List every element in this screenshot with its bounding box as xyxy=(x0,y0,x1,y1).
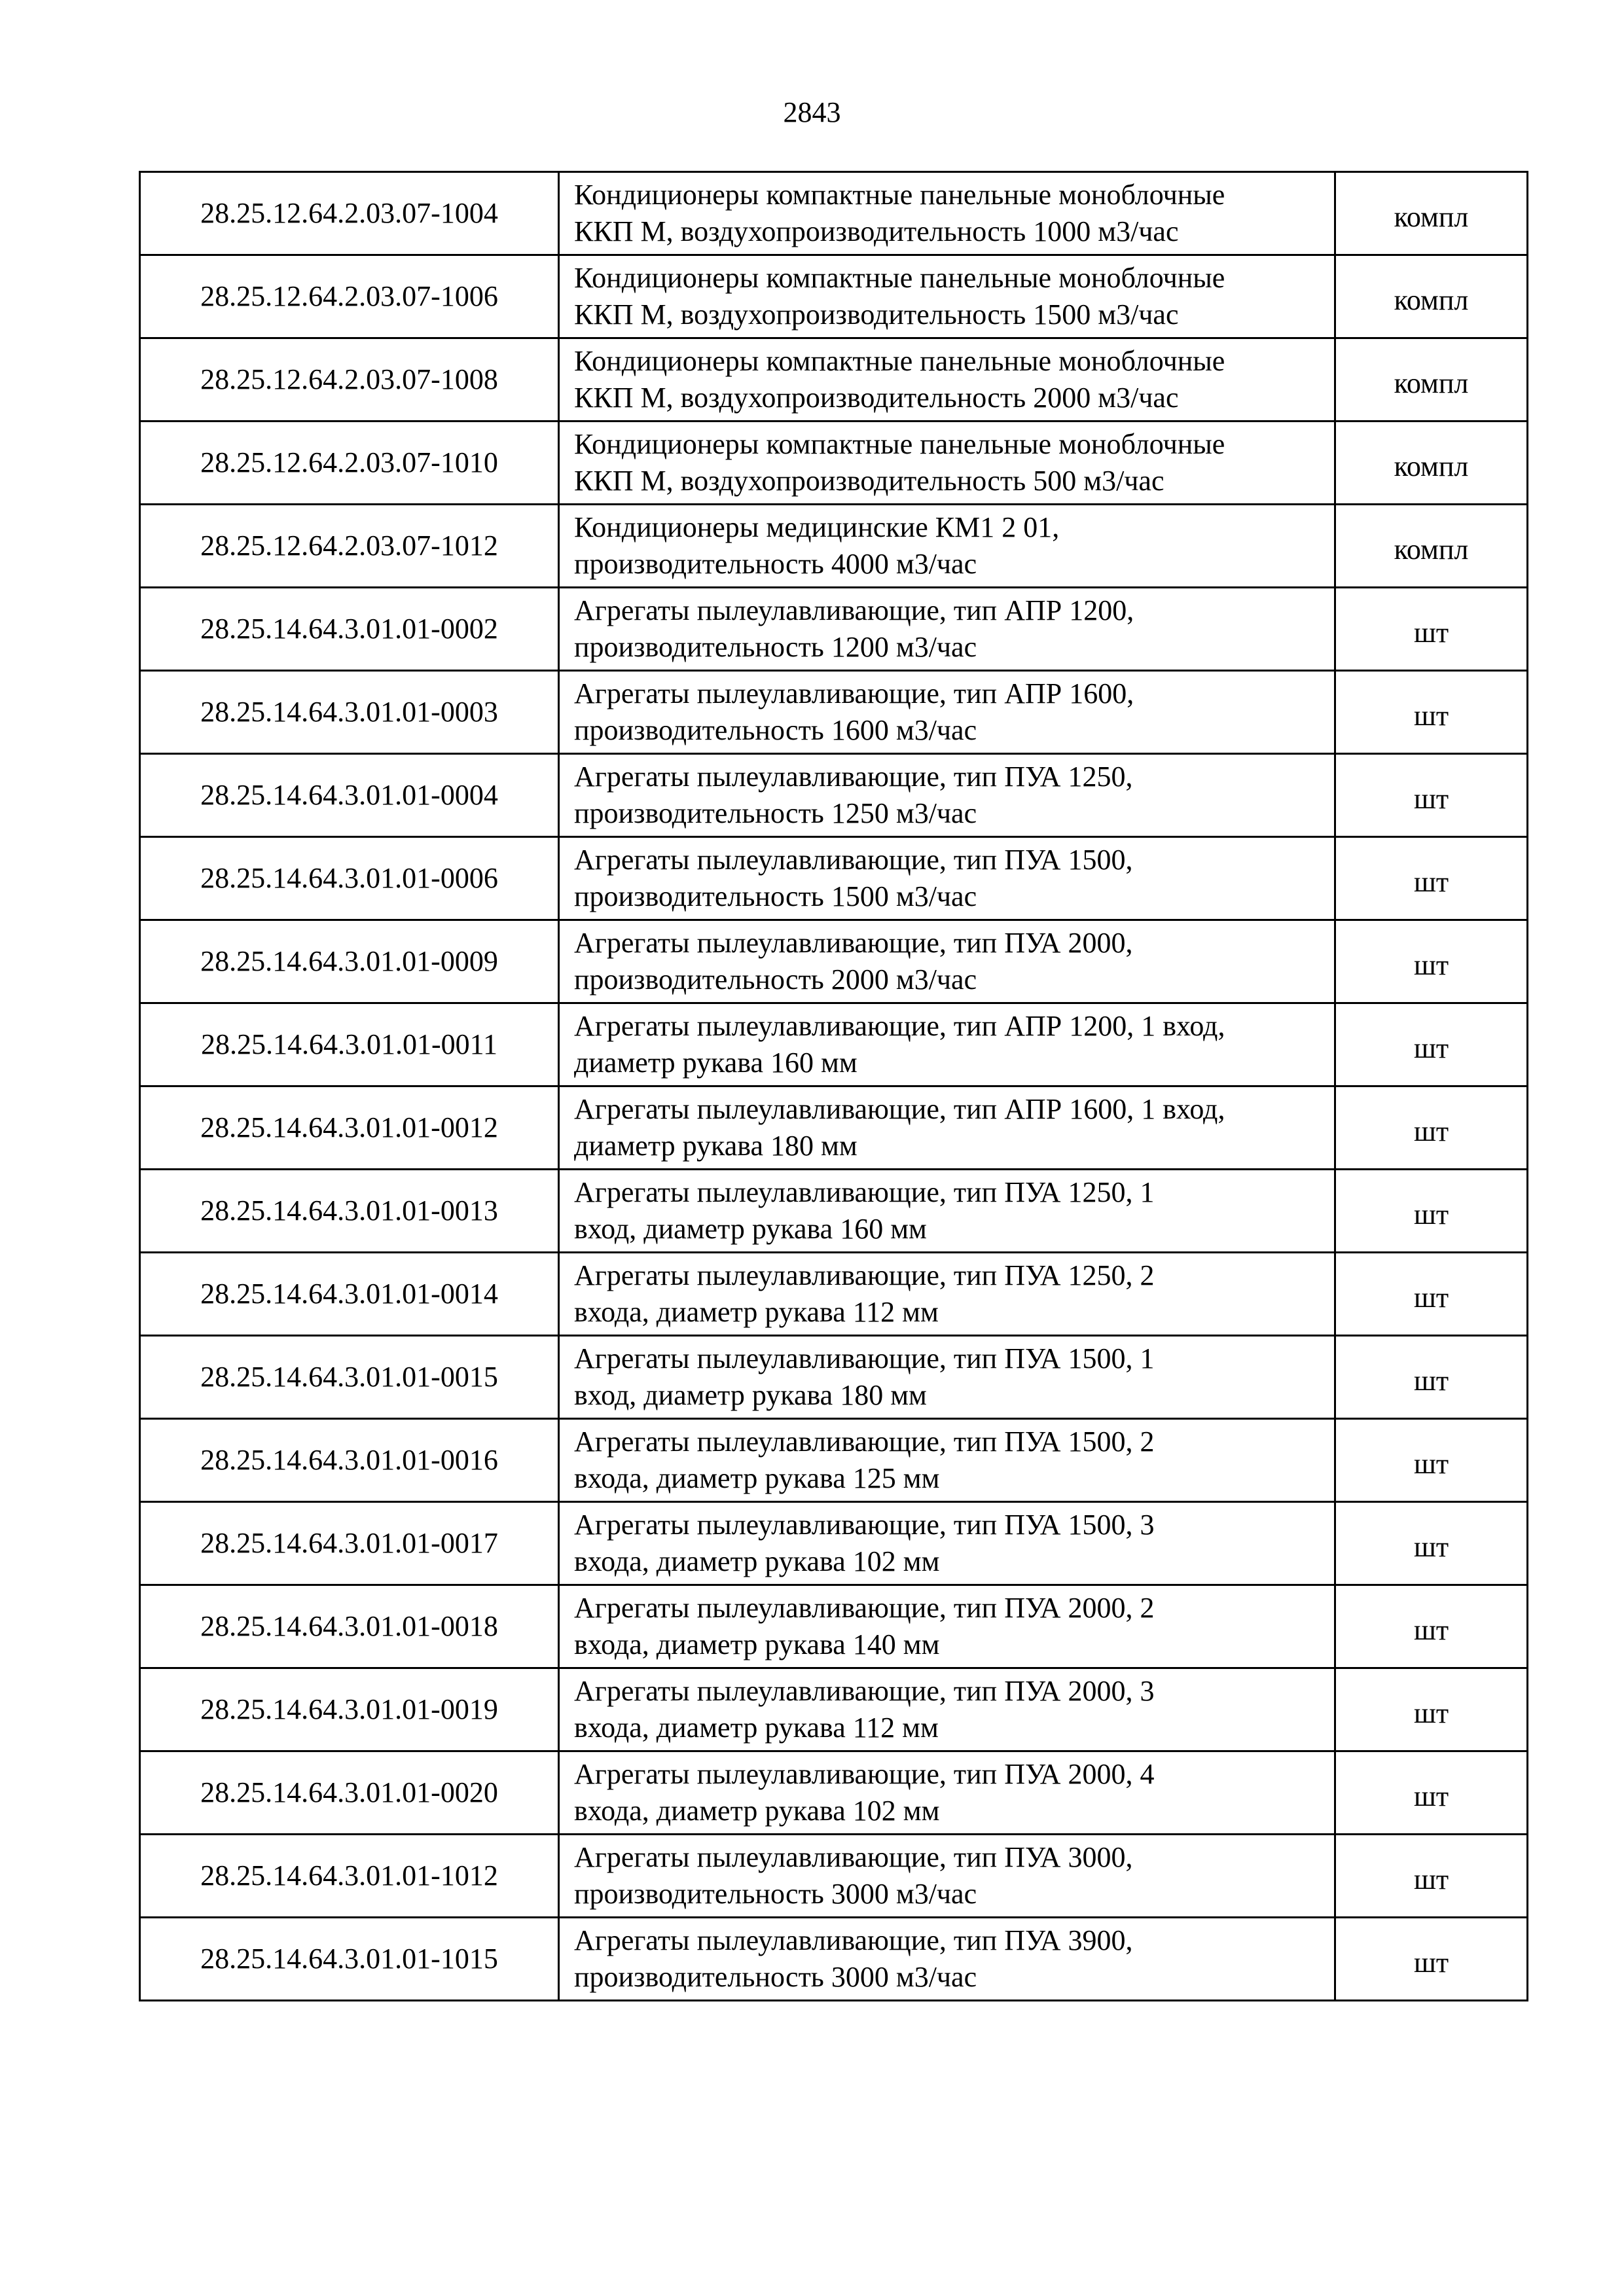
unit-cell: шт xyxy=(1335,1668,1528,1751)
resource-code-cell: 28.25.12.64.2.03.07-1010 xyxy=(140,422,559,505)
description-line: Кондиционеры компактные панельные моноблочные xyxy=(574,428,1225,460)
resource-code-cell: 28.25.14.64.3.01.01-0009 xyxy=(140,920,559,1003)
table-row xyxy=(140,1668,1528,1751)
unit-cell: шт xyxy=(1335,1086,1528,1170)
description-line: производительность 3000 м3/час xyxy=(574,1961,977,1993)
resource-description-cell xyxy=(559,1835,1335,1918)
resource-description-cell xyxy=(559,588,1335,671)
description-line: входа, диаметр рукава 140 мм xyxy=(574,1628,940,1660)
resource-code-cell: 28.25.14.64.3.01.01-0006 xyxy=(140,837,559,920)
resource-code-cell: 28.25.14.64.3.01.01-0014 xyxy=(140,1253,559,1336)
table-row xyxy=(140,1170,1528,1253)
table-row xyxy=(140,837,1528,920)
unit-cell: шт xyxy=(1335,920,1528,1003)
resource-description-cell xyxy=(559,422,1335,505)
unit-cell: шт xyxy=(1335,1170,1528,1253)
resource-description-cell xyxy=(559,1751,1335,1835)
unit-cell: шт xyxy=(1335,588,1528,671)
description-line: производительность 2000 м3/час xyxy=(574,963,977,996)
description-line: ККП М, воздухопроизводительность 500 м3/час xyxy=(574,465,1164,497)
description-line: входа, диаметр рукава 102 мм xyxy=(574,1795,940,1827)
description-line: производительность 1500 м3/час xyxy=(574,880,977,912)
unit-cell: шт xyxy=(1335,1336,1528,1419)
unit-cell: компл xyxy=(1335,255,1528,338)
resource-description-cell xyxy=(559,754,1335,837)
resource-code-cell: 28.25.14.64.3.01.01-0015 xyxy=(140,1336,559,1419)
unit-cell: шт xyxy=(1335,754,1528,837)
table-row xyxy=(140,505,1528,588)
description-line: диаметр рукава 180 мм xyxy=(574,1130,857,1162)
table-row xyxy=(140,588,1528,671)
table-row xyxy=(140,671,1528,754)
description-line: производительность 1200 м3/час xyxy=(574,631,977,663)
description-line: Агрегаты пылеулавливающие, тип ПУА 1250, 1 xyxy=(574,1176,1155,1208)
unit-cell: шт xyxy=(1335,1585,1528,1668)
resource-code-cell: 28.25.14.64.3.01.01-0013 xyxy=(140,1170,559,1253)
resource-table-body xyxy=(140,172,1528,2001)
unit-cell: шт xyxy=(1335,1419,1528,1502)
table-row xyxy=(140,255,1528,338)
description-line: производительность 1250 м3/час xyxy=(574,797,977,829)
unit-cell: шт xyxy=(1335,1918,1528,2001)
table-row xyxy=(140,1336,1528,1419)
unit-cell: шт xyxy=(1335,1253,1528,1336)
resource-description-cell xyxy=(559,1585,1335,1668)
table-row xyxy=(140,1585,1528,1668)
table-row xyxy=(140,920,1528,1003)
resource-description-cell xyxy=(559,1502,1335,1585)
description-line: Кондиционеры компактные панельные моноблочные xyxy=(574,179,1225,211)
table-row xyxy=(140,754,1528,837)
resource-description-cell xyxy=(559,1253,1335,1336)
description-line: Агрегаты пылеулавливающие, тип АПР 1200, xyxy=(574,594,1134,626)
resource-description-cell xyxy=(559,338,1335,422)
unit-cell: шт xyxy=(1335,1003,1528,1086)
description-line: производительность 1600 м3/час xyxy=(574,714,977,746)
unit-cell: компл xyxy=(1335,338,1528,422)
resource-code-cell: 28.25.12.64.2.03.07-1004 xyxy=(140,172,559,255)
table-row xyxy=(140,172,1528,255)
unit-cell: шт xyxy=(1335,1502,1528,1585)
resource-code-cell: 28.25.14.64.3.01.01-0019 xyxy=(140,1668,559,1751)
description-line: Кондиционеры медицинские КМ1 2 01, xyxy=(574,511,1060,543)
resource-description-cell xyxy=(559,1668,1335,1751)
description-line: Агрегаты пылеулавливающие, тип ПУА 1500, 3 xyxy=(574,1509,1155,1541)
description-line: Кондиционеры компактные панельные моноблочные xyxy=(574,345,1225,377)
resource-code-cell: 28.25.14.64.3.01.01-0020 xyxy=(140,1751,559,1835)
description-line: Агрегаты пылеулавливающие, тип АПР 1600, xyxy=(574,677,1134,709)
resource-description-cell xyxy=(559,1086,1335,1170)
unit-cell: шт xyxy=(1335,1751,1528,1835)
description-line: Агрегаты пылеулавливающие, тип ПУА 1250, xyxy=(574,761,1133,793)
resource-code-cell: 28.25.14.64.3.01.01-0002 xyxy=(140,588,559,671)
table-row xyxy=(140,338,1528,422)
description-line: ККП М, воздухопроизводительность 2000 м3/час xyxy=(574,382,1179,414)
resource-code-cell: 28.25.14.64.3.01.01-1012 xyxy=(140,1835,559,1918)
table-row xyxy=(140,1918,1528,2001)
table-row xyxy=(140,422,1528,505)
page-number: 2843 xyxy=(783,96,841,128)
description-line: Агрегаты пылеулавливающие, тип ПУА 2000, xyxy=(574,927,1133,959)
resource-code-cell: 28.25.12.64.2.03.07-1008 xyxy=(140,338,559,422)
resource-code-cell: 28.25.14.64.3.01.01-0004 xyxy=(140,754,559,837)
description-line: Агрегаты пылеулавливающие, тип ПУА 1250, 2 xyxy=(574,1259,1155,1291)
table-row xyxy=(140,1751,1528,1835)
resource-description-cell xyxy=(559,1336,1335,1419)
resource-code-cell: 28.25.14.64.3.01.01-0012 xyxy=(140,1086,559,1170)
unit-cell: компл xyxy=(1335,505,1528,588)
description-line: Агрегаты пылеулавливающие, тип ПУА 3900, xyxy=(574,1924,1133,1956)
resource-code-cell: 28.25.14.64.3.01.01-0017 xyxy=(140,1502,559,1585)
description-line: Кондиционеры компактные панельные моноблочные xyxy=(574,262,1225,294)
table-row xyxy=(140,1502,1528,1585)
resource-description-cell xyxy=(559,172,1335,255)
description-line: входа, диаметр рукава 112 мм xyxy=(574,1712,939,1744)
description-line: Агрегаты пылеулавливающие, тип ПУА 1500, xyxy=(574,844,1133,876)
description-line: Агрегаты пылеулавливающие, тип ПУА 1500, 2 xyxy=(574,1426,1155,1458)
description-line: Агрегаты пылеулавливающие, тип АПР 1200, 1 вход, xyxy=(574,1010,1225,1042)
description-line: входа, диаметр рукава 112 мм xyxy=(574,1296,939,1328)
resource-code-cell: 28.25.14.64.3.01.01-0016 xyxy=(140,1419,559,1502)
unit-cell: шт xyxy=(1335,1835,1528,1918)
table-row xyxy=(140,1253,1528,1336)
resource-code-cell: 28.25.14.64.3.01.01-0018 xyxy=(140,1585,559,1668)
resource-code-cell: 28.25.14.64.3.01.01-0003 xyxy=(140,671,559,754)
description-line: Агрегаты пылеулавливающие, тип ПУА 2000, 3 xyxy=(574,1675,1155,1707)
resource-code-cell: 28.25.14.64.3.01.01-0011 xyxy=(140,1003,559,1086)
resource-code-cell: 28.25.12.64.2.03.07-1006 xyxy=(140,255,559,338)
description-line: Агрегаты пылеулавливающие, тип ПУА 3000, xyxy=(574,1841,1133,1873)
description-line: вход, диаметр рукава 160 мм xyxy=(574,1213,927,1245)
table-row xyxy=(140,1419,1528,1502)
resource-description-cell xyxy=(559,1918,1335,2001)
description-line: Агрегаты пылеулавливающие, тип ПУА 1500, 1 xyxy=(574,1342,1155,1374)
table-row xyxy=(140,1086,1528,1170)
resource-description-cell xyxy=(559,255,1335,338)
table-row xyxy=(140,1835,1528,1918)
resource-description-cell xyxy=(559,1003,1335,1086)
resource-code-cell: 28.25.12.64.2.03.07-1012 xyxy=(140,505,559,588)
description-line: Агрегаты пылеулавливающие, тип ПУА 2000, 4 xyxy=(574,1758,1155,1790)
description-line: ККП М, воздухопроизводительность 1500 м3/час xyxy=(574,298,1179,331)
description-line: вход, диаметр рукава 180 мм xyxy=(574,1379,927,1411)
unit-cell: компл xyxy=(1335,172,1528,255)
description-line: Агрегаты пылеулавливающие, тип АПР 1600, 1 вход, xyxy=(574,1093,1225,1125)
description-line: производительность 3000 м3/час xyxy=(574,1878,977,1910)
resource-description-cell xyxy=(559,837,1335,920)
resource-table xyxy=(139,171,1528,2001)
resource-description-cell xyxy=(559,920,1335,1003)
unit-cell: компл xyxy=(1335,422,1528,505)
resource-description-cell xyxy=(559,1419,1335,1502)
table-row xyxy=(140,1003,1528,1086)
description-line: производительность 4000 м3/час xyxy=(574,548,977,580)
description-line: входа, диаметр рукава 125 мм xyxy=(574,1462,940,1494)
resource-code-cell: 28.25.14.64.3.01.01-1015 xyxy=(140,1918,559,2001)
resource-description-cell xyxy=(559,505,1335,588)
resource-description-cell xyxy=(559,1170,1335,1253)
description-line: ККП М, воздухопроизводительность 1000 м3/час xyxy=(574,215,1179,247)
unit-cell: шт xyxy=(1335,837,1528,920)
resource-description-cell xyxy=(559,671,1335,754)
description-line: входа, диаметр рукава 102 мм xyxy=(574,1545,940,1577)
description-line: диаметр рукава 160 мм xyxy=(574,1047,857,1079)
unit-cell: шт xyxy=(1335,671,1528,754)
description-line: Агрегаты пылеулавливающие, тип ПУА 2000, 2 xyxy=(574,1592,1155,1624)
